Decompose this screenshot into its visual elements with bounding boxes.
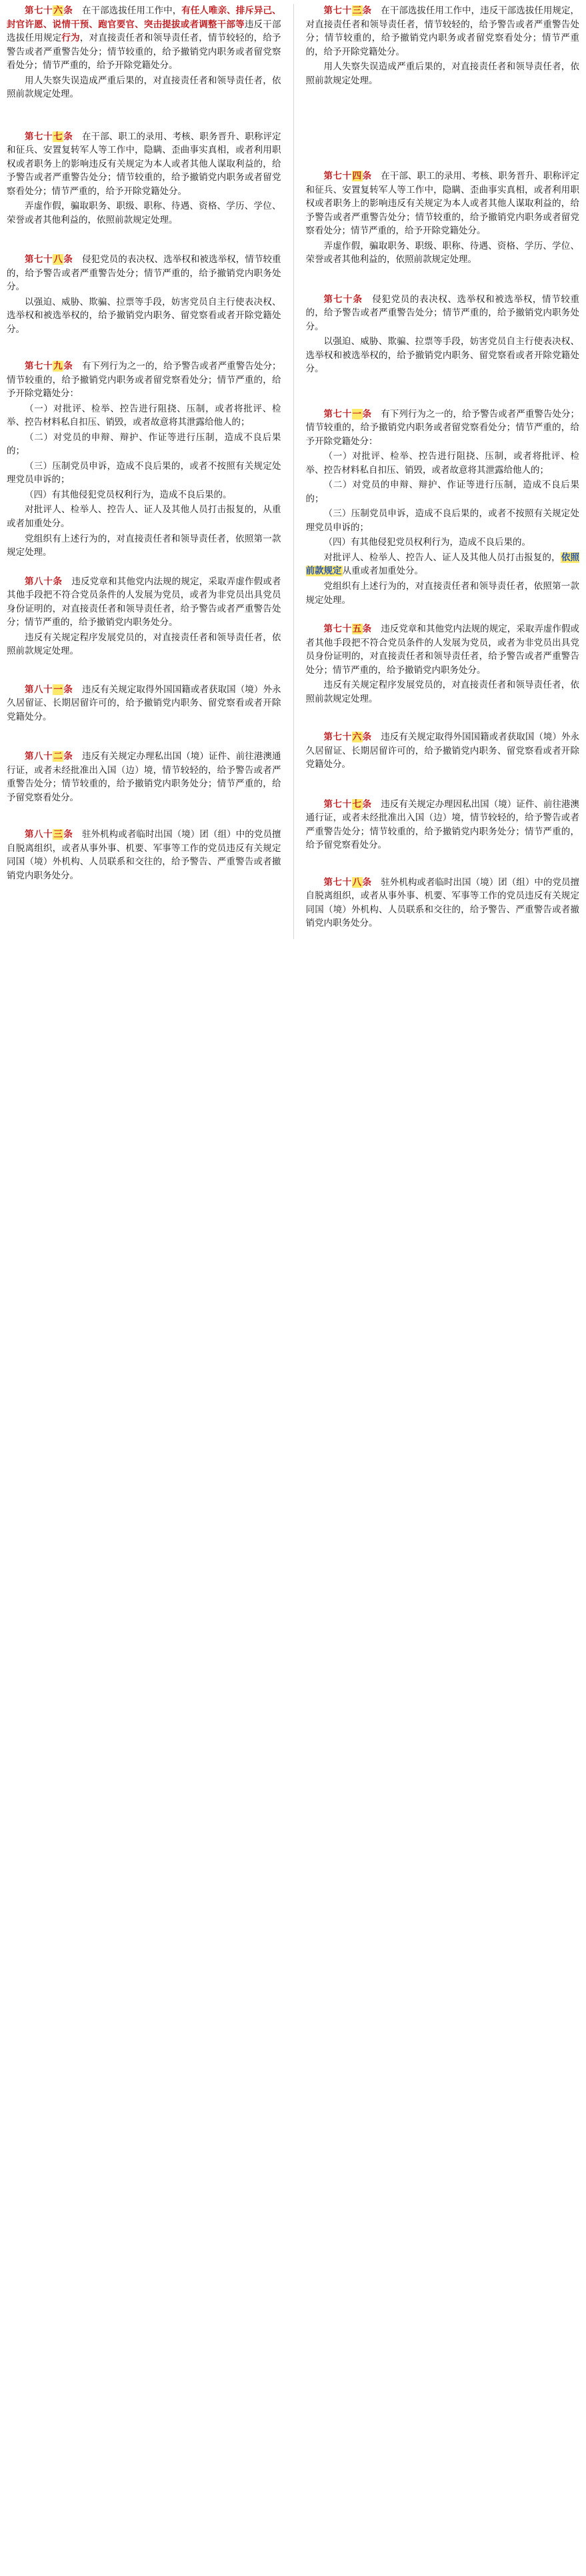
article-paragraph: （二）对党员的申辩、辩护、作证等进行压制，造成不良后果的； bbox=[305, 480, 579, 504]
article-number: 第八十二条 bbox=[25, 751, 73, 762]
article-number: 第七十三条 bbox=[323, 5, 372, 16]
article-paragraph: 第八十二条 违反有关规定办理私出国（境）证件、前往港澳通行证，或者未经批准出入国（边）境，情节较轻的，给予警告或者严重警告处分；情节较重的，给予撤销党内职务处分；情节严重的，给予留党察看处分。 bbox=[7, 751, 281, 803]
article-paragraph: （四）有其他侵犯党员权利行为，造成不良后果的。 bbox=[323, 537, 531, 548]
article-number: 第七十五条 bbox=[323, 624, 372, 635]
article-paragraph: 违反有关规定程序发展党员的，对直接责任者和领导责任者，依照前款规定处理。 bbox=[305, 680, 579, 704]
article-paragraph: 第七十五条 违反党章和其他党内法规的规定，采取弄虚作假或者其他手段把不符合党员条件的人发展为党员，或者为非党员出具党员身份证明的，对直接责任者和领导责任者，给予警告或者严重警告处分；情节严重的，给予撤销党内职务处分。 bbox=[305, 624, 580, 676]
article-paragraph: 党组织有上述行为的，对直接责任者和领导责任者，依照第一款规定处理。 bbox=[7, 533, 281, 558]
article-art-70 bbox=[306, 293, 580, 376]
article-number: 第七十八条 bbox=[25, 254, 73, 265]
article-paragraph: 弄虚作假，骗取职务、职级、职称、待遇、资格、学历、学位、荣誉或者其他利益的，依照前款规定处理。 bbox=[7, 201, 281, 225]
article-art-81 bbox=[7, 683, 281, 724]
article-art-74 bbox=[306, 169, 580, 267]
article-art-82 bbox=[7, 750, 281, 804]
article-paragraph: （三）压制党员申诉，造成不良后果的，或者不按照有关规定处理党员申诉的； bbox=[7, 460, 281, 486]
article-gap bbox=[306, 861, 580, 876]
article-paragraph: 第七十三条 在干部选拔任用工作中，违反干部选拔任用规定，对直接责任者和领导责任者，情节较轻的，给予警告或者严重警告处分；情节较重的，给予撤销党内职务或者留党察看处分；情节严重的，给予开除党籍处分。 bbox=[305, 5, 580, 57]
article-art-71 bbox=[306, 408, 580, 607]
article-gap bbox=[7, 235, 281, 253]
article-gap bbox=[306, 714, 580, 730]
article-gap bbox=[7, 568, 281, 575]
article-number: 第八十条 bbox=[25, 576, 63, 587]
article-gap bbox=[306, 385, 580, 408]
document-page bbox=[0, 0, 586, 946]
article-paragraph: 违反有关规定程序发展党员的，对直接责任者和领导责任者，依照前款规定处理。 bbox=[7, 632, 281, 657]
article-number: 第七十六条 bbox=[25, 5, 73, 16]
article-art-73 bbox=[306, 4, 580, 87]
article-paragraph: 第七十六条 违反有关规定取得外国国籍或者获取国（境）外永久居留证、长期居留许可的，给予撤销党内职务、留党察看或者开除党籍处分。 bbox=[305, 732, 580, 770]
article-number: 第七十七条 bbox=[25, 131, 73, 142]
article-gap bbox=[7, 110, 281, 130]
article-number: 第七十九条 bbox=[25, 361, 73, 372]
article-gap bbox=[7, 732, 281, 750]
article-paragraph: 用人失察失误造成严重后果的，对直接责任者和领导责任者，依照前款规定处理。 bbox=[7, 75, 281, 100]
article-gap bbox=[7, 667, 281, 683]
article-art-78r bbox=[306, 876, 580, 930]
article-number: 第七十条 bbox=[323, 293, 363, 305]
article-paragraph: 第七十八条 侵犯党员的表决权、选举权和被选举权，情节较重的，给予警告或者严重警告处分；情节严重的，给予撤销党内职务处分。 bbox=[7, 254, 281, 293]
article-paragraph: 党组织有上述行为的，对直接责任者和领导责任者，依照第一款规定处理。 bbox=[305, 580, 579, 606]
article-paragraph: 第八十三条 驻外机构或者临时出国（境）团（组）中的党员擅自脱离组织，或者从事外事、机要、军事等工作的党员违反有关规定同国（境）外机构、人员联系和交往的，给予警告、严重警告或者撤销党内职务处分。 bbox=[7, 829, 281, 881]
article-paragraph: 以强迫、威胁、欺骗、拉票等手段，妨害党员自主行使表决权、选举权和被选举权的，给予撤销党内职务、留党察看或者开除党籍处分。 bbox=[305, 336, 579, 375]
column-right-original bbox=[293, 4, 580, 939]
article-paragraph: （四）有其他侵犯党员权利行为，造成不良后果的。 bbox=[25, 489, 232, 500]
article-number: 第八十一条 bbox=[25, 684, 73, 695]
article-paragraph: 第七十八条 驻外机构或者临时出国（境）团（组）中的党员擅自脱离组织，或者从事外事、机要、军事等工作的党员违反有关规定同国（境）外机构、人员联系和交往的，给予警告、严重警告或者撤销党内职务处分。 bbox=[305, 876, 580, 929]
article-paragraph: （一）对批评、检举、控告进行阻挠、压制，或者将批评、检举、控告材料私自扣压、销毁，或者故意将其泄露给他人的； bbox=[305, 451, 579, 476]
article-paragraph: 第七十六条 在干部选拔任用工作中，有任人唯亲、排斥异己、封官许愿、说情干预、跑官要官、突击提拔或者调整干部等违反干部选拔任用规定行为，对直接责任者和领导责任者，情节较轻的，给予警告或者严重警告处分；情节较重的，给予撤销党内职务或者留党察看处分；情节严重的，给予开除党籍处分。 bbox=[7, 5, 281, 71]
article-paragraph: 第七十九条 有下列行为之一的，给予警告或者严重警告处分；情节较重的，给予撤销党内职务或者留党察看处分；情节严重的，给予开除党籍处分： bbox=[7, 361, 281, 400]
article-number: 第八十三条 bbox=[25, 829, 73, 840]
article-paragraph: （三）压制党员申诉，造成不良后果的，或者不按照有关规定处理党员申诉的； bbox=[305, 508, 579, 533]
article-number: 第七十七条 bbox=[323, 798, 372, 810]
article-paragraph: 对批评人、检举人、控告人、证人及其他人员打击报复的，从重或者加重处分。 bbox=[7, 504, 281, 529]
article-gap bbox=[306, 616, 580, 622]
article-gap bbox=[7, 813, 281, 828]
article-art-75 bbox=[306, 622, 580, 706]
article-paragraph: 弄虚作假，骗取职务、职级、职称、待遇、资格、学历、学位、荣誉或者其他利益的，依照前款规定处理。 bbox=[305, 240, 579, 265]
article-art-77r bbox=[306, 798, 580, 852]
article-gap bbox=[306, 275, 580, 293]
article-number: 第七十一条 bbox=[323, 408, 372, 420]
article-paragraph: 第八十一条 违反有关规定取得外国国籍或者获取国（境）外永久居留证、长期居留许可的，给予撤销党内职务、留党察看或者开除党籍处分。 bbox=[7, 684, 281, 722]
two-column-layout bbox=[7, 4, 579, 939]
article-art-79 bbox=[7, 360, 281, 559]
article-paragraph: 第七十四条 在干部、职工的录用、考核、职务晋升、职称评定和征兵、安置复转军人等工作中，隐瞒、歪曲事实真相，或者利用职权或者职务上的影响违反有关规定为本人或者其他人谋取利益的，给予警告或者严重警告处分；情节较重的，给予撤销党内职务或者留党察看处分；情节严重的，给予开除党籍处分。 bbox=[305, 171, 580, 237]
article-art-77 bbox=[7, 130, 281, 227]
article-gap bbox=[306, 96, 580, 169]
article-number: 第七十八条 bbox=[323, 876, 372, 888]
article-paragraph: 第八十条 违反党章和其他党内法规的规定，采取弄虚作假或者其他手段把不符合党员条件的人发展为党员，或者为非党员出具党员身份证明的，对直接责任者和领导责任者，给予警告或者严重警告处分；情节严重的，给予撤销党内职务处分。 bbox=[7, 576, 281, 628]
article-paragraph: （二）对党员的申辩、辩护、作证等进行压制，造成不良后果的； bbox=[7, 432, 281, 457]
article-number: 第七十四条 bbox=[323, 171, 372, 182]
article-paragraph: 对批评人、检举人、控告人、证人及其他人员打击报复的，依照前款规定从重或者加重处分。 bbox=[305, 552, 580, 577]
article-gap bbox=[306, 780, 580, 798]
article-art-76r bbox=[306, 730, 580, 772]
article-paragraph: 以强迫、威胁、欺骗、拉票等手段，妨害党员自主行使表决权、选举权和被选举权的，给予撤销党内职务、留党察看或者开除党籍处分。 bbox=[7, 296, 281, 335]
article-paragraph: 第七十七条 在干部、职工的录用、考核、职务晋升、职称评定和征兵、安置复转军人等工作中，隐瞒、歪曲事实真相，或者利用职权或者职务上的影响违反有关规定为本人或者其他人谋取利益的，给予警告或者严重警告处分；情节较重的，给予撤销党内职务或者留党察看处分；情节严重的，给予开除党籍处分。 bbox=[7, 131, 281, 197]
article-paragraph: 第七十七条 违反有关规定办理因私出国（境）证件、前往港澳通行证，或者未经批准出入国（边）境，情节较轻的，给予警告或者严重警告处分；情节较重的，给予撤销党内职务处分；情节严重的，给予留党察看处分。 bbox=[305, 798, 580, 851]
article-paragraph: 第七十一条 有下列行为之一的，给予警告或者严重警告处分；情节较重的，给予撤销党内职务或者留党察看处分；情节严重的，给予开除党籍处分： bbox=[305, 408, 580, 447]
article-number: 第七十六条 bbox=[323, 732, 372, 743]
article-art-76 bbox=[7, 4, 281, 101]
article-art-83 bbox=[7, 828, 281, 882]
article-paragraph: （一）对批评、检举、控告进行阻挠、压制，或者将批评、检举、控告材料私自扣压、销毁，或者故意将其泄露给他人的； bbox=[7, 403, 281, 428]
article-art-78 bbox=[7, 253, 281, 336]
column-left-revised bbox=[7, 4, 293, 891]
article-art-80 bbox=[7, 575, 281, 658]
article-paragraph: 用人失察失误造成严重后果的，对直接责任者和领导责任者，依照前款规定处理。 bbox=[305, 61, 579, 86]
article-gap bbox=[7, 345, 281, 360]
article-paragraph: 第七十条 侵犯党员的表决权、选举权和被选举权，情节较重的，给予警告或者严重警告处分；情节严重的，给予撤销党内职务处分。 bbox=[305, 293, 580, 332]
